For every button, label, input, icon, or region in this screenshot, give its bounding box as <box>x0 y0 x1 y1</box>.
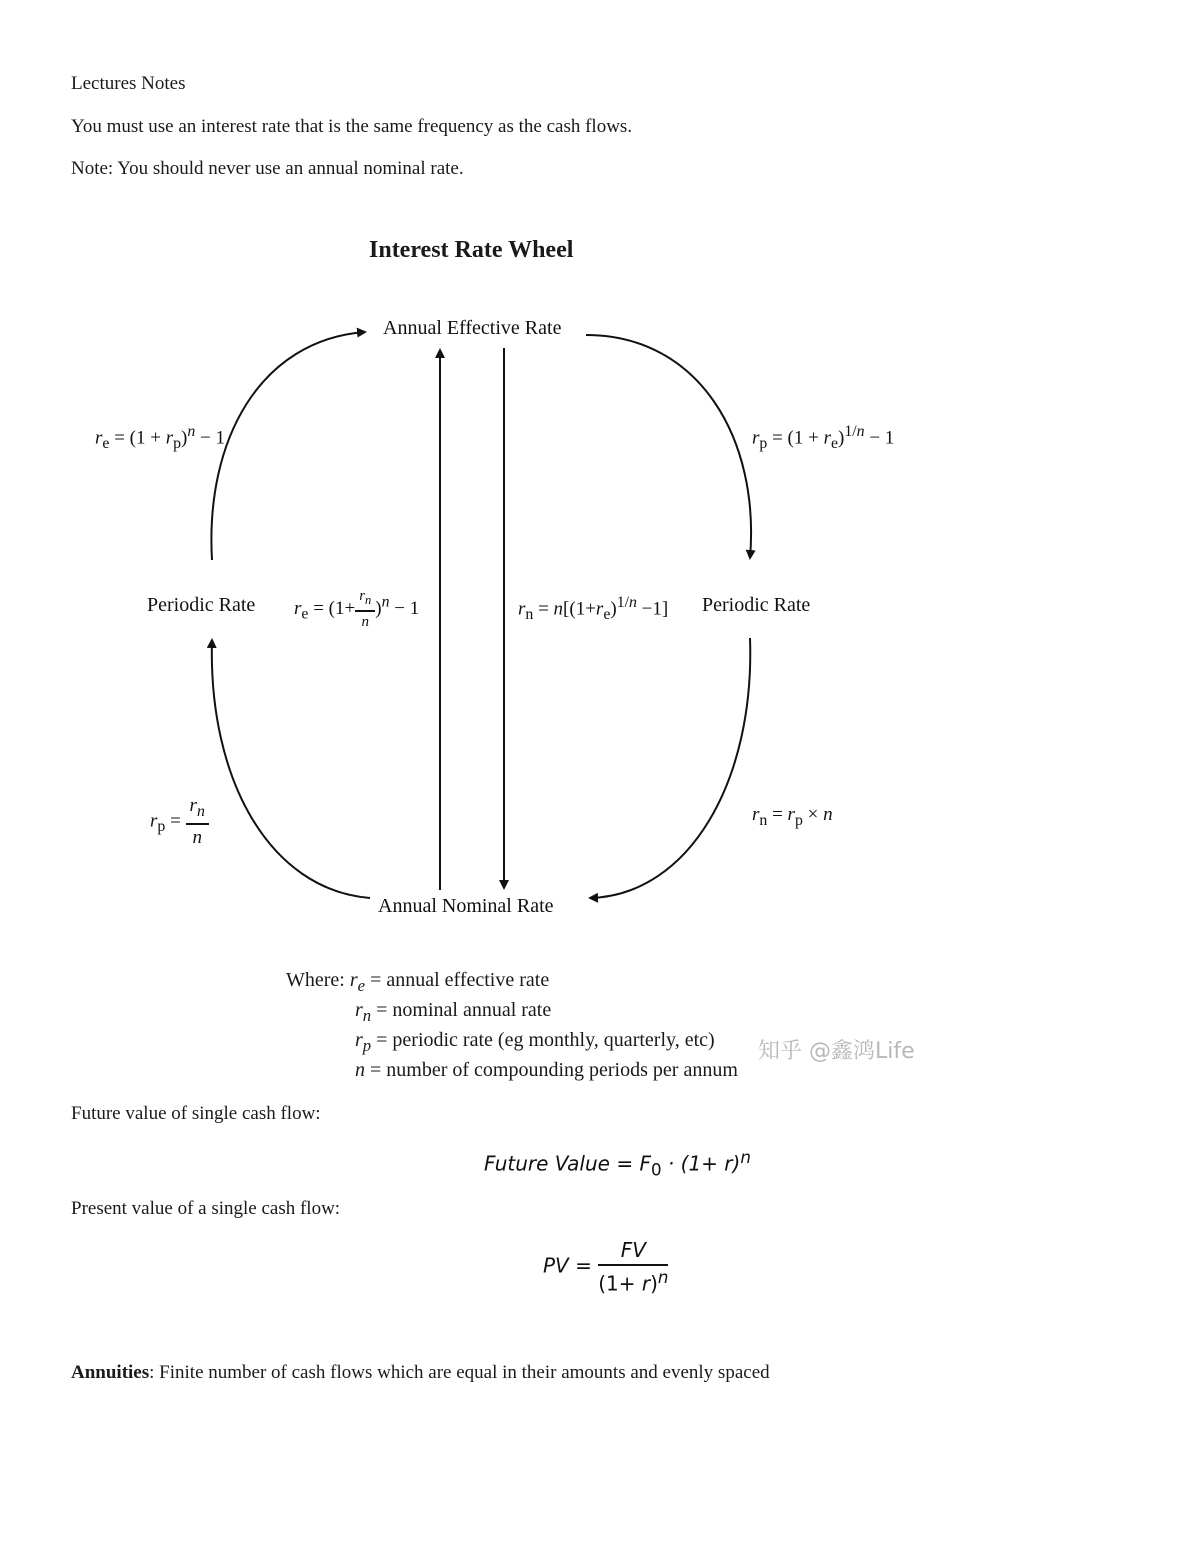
diagram-legend: Where: $r_e$ = annual effective rate $r_n$ = nominal annual rate $r_p$ = periodic rate (eg monthly, quarterly, etc) n = number of compounding periods per annum <box>286 969 738 1081</box>
pv-formula: PV = $\frac{FV}{(1+ r)^n}$ <box>543 1238 669 1296</box>
doc-heading: Lectures Notes <box>71 73 186 94</box>
watermark: 知乎 @鑫鸿Life <box>758 1039 915 1064</box>
legend-item-periods: = number of compounding periods per annum <box>365 1059 738 1081</box>
fv-formula: Future Value = $F_0 \cdot (1+ r)^n$ <box>484 1148 751 1180</box>
annuities-term: Annuities <box>71 1362 150 1383</box>
node-annual-effective-rate: Annual Effective Rate <box>383 317 562 339</box>
node-periodic-rate-right: Periodic Rate <box>702 594 811 616</box>
formula-periodic-to-nominal: $r_n = r_p \times n$ <box>752 804 833 829</box>
legend-lead: Where: <box>286 969 345 991</box>
fv-label: Future value of single cash flow: <box>71 1103 321 1124</box>
annuities-line <box>71 1362 770 1384</box>
note-line: Note: You should never use an annual nominal rate. <box>71 158 464 179</box>
formula-top-to-right: $r_p = (1 + r_e)^{1/n} - 1$ <box>752 423 895 453</box>
formula-nominal-to-effective: $r_e = (1+$ $\frac{r_n}{n}$ )$^n$ − 1 <box>294 588 420 630</box>
arrow-periodic-to-effective <box>211 332 365 560</box>
arrow-nominal-to-periodic <box>212 640 370 898</box>
legend-item-effective: = annual effective rate <box>365 969 550 991</box>
arrow-effective-to-periodic <box>586 335 751 558</box>
arrow-periodic-to-nominal <box>590 638 750 898</box>
formula-effective-to-nominal: $r_n = n[(1+r_e)^{1/n} -1]$ <box>518 594 669 624</box>
node-annual-nominal-rate: Annual Nominal Rate <box>378 895 554 917</box>
legend-item-nominal: = nominal annual rate <box>371 999 552 1021</box>
pv-label: Present value of a single cash flow: <box>71 1198 341 1219</box>
intro-line: You must use an interest rate that is the same frequency as the cash flows. <box>71 116 633 137</box>
formula-nominal-to-periodic: $r_p$ = $\frac{r_n}{n}$ <box>150 795 209 849</box>
diagram-title: Interest Rate Wheel <box>369 237 574 263</box>
annuities-definition: : Finite number of cash flows which are equal in their amounts and evenly spaced <box>149 1362 770 1383</box>
legend-item-periodic: = periodic rate (eg monthly, quarterly, etc) <box>371 1029 715 1051</box>
formula-left-to-top: $r_e = (1 + r_p)^n - 1$ <box>95 423 225 453</box>
node-periodic-rate-left: Periodic Rate <box>147 594 256 616</box>
